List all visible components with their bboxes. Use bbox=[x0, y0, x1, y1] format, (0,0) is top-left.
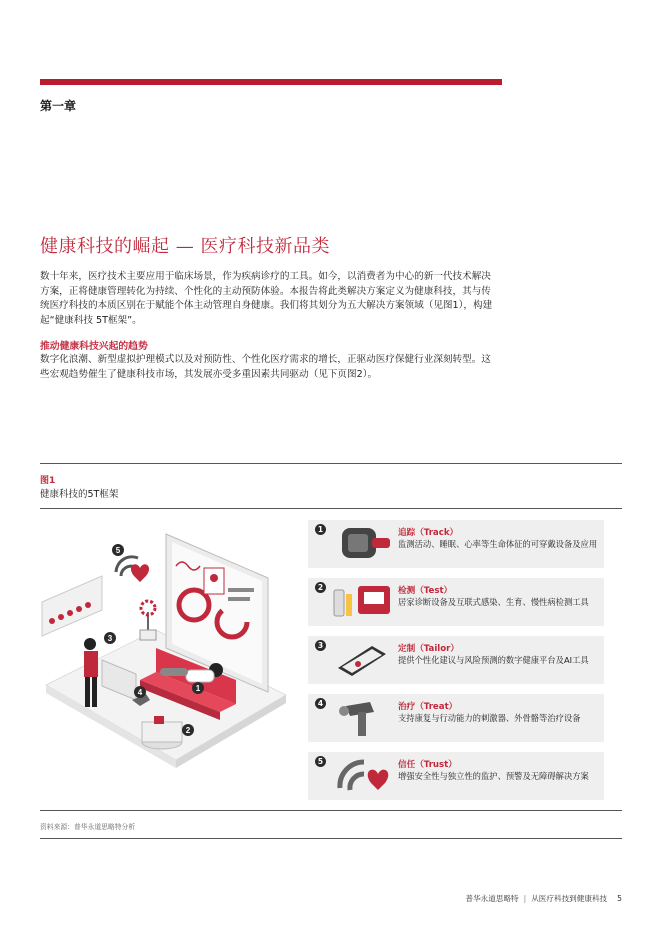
figure-caption-rule bbox=[40, 508, 622, 509]
smart-home-illustration bbox=[36, 520, 298, 790]
source-note: 资料来源：普华永道思略特分析 bbox=[40, 823, 136, 831]
card-title: 信任（Trust） bbox=[398, 760, 457, 770]
figure-bottom-rule bbox=[40, 810, 622, 811]
framework-card-trust bbox=[308, 752, 604, 800]
phone-app-icon bbox=[328, 638, 396, 682]
framework-card-test bbox=[308, 578, 604, 626]
trends-paragraph: 数字化浪潮、新型虚拟护理模式以及对预防性、个性化医疗需求的增长，正驱动医疗保健行业深刻转型。这些宏观趋势催生了健康科技市场，其发展亦受多重因素共同驱动（见下页图2）。 bbox=[40, 354, 491, 380]
figure-caption: 健康科技的5T框架 bbox=[40, 489, 119, 500]
card-description: 监测活动、睡眠、心率等生命体征的可穿戴设备及应用 bbox=[398, 539, 598, 549]
card-number: 1 bbox=[315, 524, 326, 535]
test-kit-icon bbox=[328, 580, 396, 624]
illustration-marker-2: 2 bbox=[185, 726, 191, 735]
page-title: 健康科技的崛起 — 医疗科技新品类 bbox=[40, 236, 330, 257]
page-number: 5 bbox=[617, 894, 622, 903]
card-description: 增强安全性与独立性的监护、预警及无障碍解决方案 bbox=[398, 771, 589, 781]
framework-card-tailor bbox=[308, 636, 604, 684]
footer-brand: 普华永道思略特 bbox=[465, 894, 519, 903]
card-description: 提供个性化建议与风险预测的数字健康平台及AI工具 bbox=[398, 655, 589, 665]
illustration-marker-3: 3 bbox=[107, 634, 113, 643]
illustration-marker-1: 1 bbox=[195, 684, 201, 693]
figure-label: 图1 bbox=[40, 476, 56, 486]
card-number: 2 bbox=[315, 582, 326, 593]
wifi-heart-icon bbox=[328, 754, 396, 798]
figure-top-rule bbox=[40, 463, 622, 464]
card-number: 5 bbox=[315, 756, 326, 767]
source-rule bbox=[40, 838, 622, 839]
card-title: 定制（Tailor） bbox=[398, 644, 459, 654]
page-footer bbox=[466, 893, 623, 904]
card-description: 支持康复与行动能力的刺激器、外骨骼等治疗设备 bbox=[398, 713, 581, 723]
chapter-label: 第一章 bbox=[40, 99, 77, 113]
massage-gun-icon bbox=[328, 696, 396, 740]
card-number: 4 bbox=[315, 698, 326, 709]
card-description: 居家诊断设备及互联式感染、生育、慢性病检测工具 bbox=[398, 597, 589, 607]
card-title: 治疗（Treat） bbox=[398, 702, 458, 712]
card-number: 3 bbox=[315, 640, 326, 651]
intro-paragraph: 数十年来，医疗技术主要应用于临床场景，作为疾病诊疗的工具。如今，以消费者为中心的新一代技术解决方案，正将健康管理转化为持续、个性化的主动预防体验。本报告将此类解决方案定义为健康科技，其与传统医疗科技的本质区别在于赋能个体主动管理自身健康。我们将其划分为五大解决方案领域（见图1），构建起“健康科技 5T框架”。 bbox=[40, 271, 493, 326]
footer-separator: | bbox=[523, 894, 527, 903]
section-subheading: 推动健康科技兴起的趋势 bbox=[40, 341, 148, 352]
card-title: 追踪（Track） bbox=[398, 528, 459, 538]
smartwatch-icon bbox=[328, 522, 396, 566]
illustration-marker-5: 5 bbox=[115, 546, 121, 555]
framework-card-treat bbox=[308, 694, 604, 742]
illustration-marker-4: 4 bbox=[137, 688, 143, 697]
footer-report-title: 从医疗科技到健康科技 bbox=[531, 894, 608, 903]
card-title: 检测（Test） bbox=[398, 586, 453, 596]
framework-card-track bbox=[308, 520, 604, 568]
chapter-color-bar bbox=[40, 79, 502, 85]
